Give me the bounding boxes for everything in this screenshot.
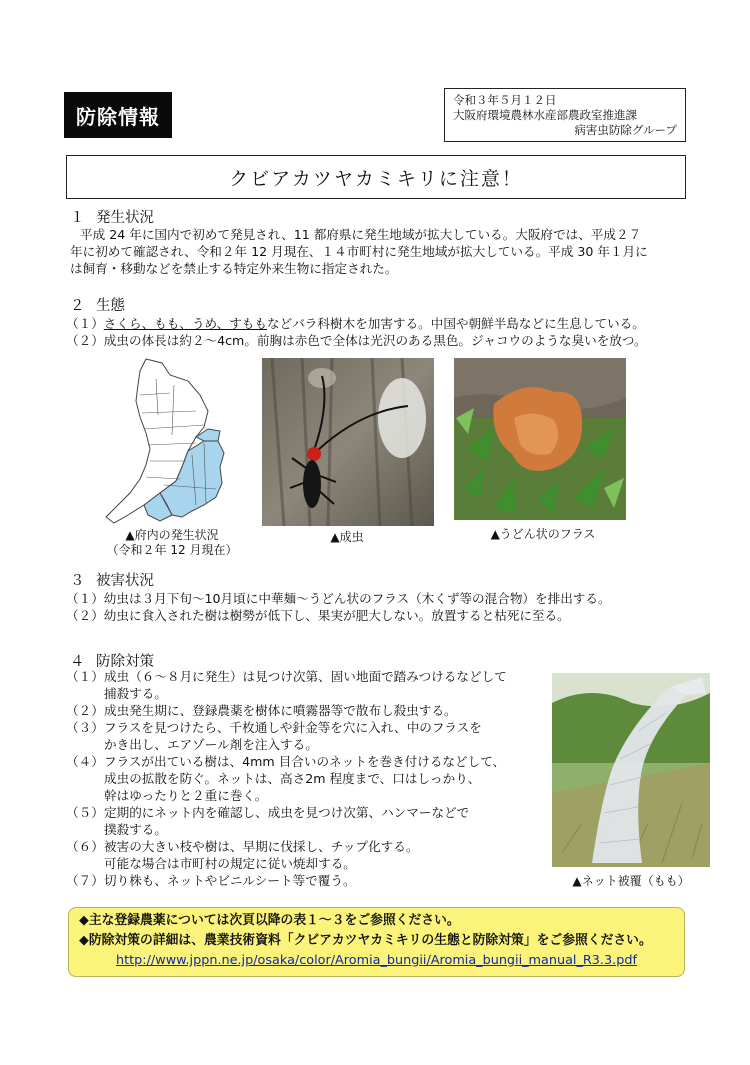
item-line: 成虫発生期に、登録農薬を樹体に噴霧器等で散布し殺虫する。: [104, 703, 457, 718]
item-line: 成虫（６～８月に発生）は見つけ次第、固い地面で踏みつけるなどして: [104, 669, 507, 684]
item-line: 定期的にネット内を確認し、成虫を見つけ次第、ハンマーなどで: [104, 805, 470, 820]
countermeasures-list: [66, 668, 574, 889]
list-item: [66, 804, 574, 838]
section-3-body: [66, 590, 696, 624]
line-rest: などバラ科樹木を加害する。中国や朝鮮半島などに生息している。: [267, 316, 645, 331]
manual-url-link[interactable]: http://www.jppn.ne.jp/osaka/color/Aromia_bungii/Aromia_bungii_manual_R3.3.pdf: [116, 953, 637, 968]
notice-line-2: ◆防除対策の詳細は、農業技術資料「クビアカツヤカミキリの生態と防除対策」をご参照ください。: [79, 933, 652, 948]
section-3-number: ３: [70, 573, 85, 589]
info-label: 防除情報: [64, 92, 172, 138]
map-caption-line-2: （令和２年 12 月現在）: [106, 543, 238, 557]
map-caption-line-1: ▲府内の発生状況: [125, 528, 219, 542]
section-3-title: 被害状況: [96, 573, 154, 589]
item-number: （１）: [66, 669, 104, 684]
section-3-heading: [70, 569, 154, 590]
map-caption: [92, 528, 252, 558]
issuer-box: [444, 88, 686, 142]
notice-line-1: ◆主な登録農薬については次頁以降の表１～３をご参照ください。: [79, 913, 460, 928]
list-item: [66, 838, 574, 872]
list-item: [66, 668, 574, 702]
section-1-line: 平成 24 年に国内で初めて発見され、11 都府県に発生地域が拡大している。大阪府では、平成２７: [80, 227, 642, 242]
section-1-line: は飼育・移動などを禁止する特定外来生物に指定された。: [70, 261, 398, 276]
list-item: [66, 702, 574, 719]
section-1-body: [70, 226, 690, 277]
item-number: （４）: [66, 754, 104, 769]
adult-beetle-photo: [262, 358, 434, 526]
adult-caption: ▲成虫: [330, 530, 364, 544]
item-number: （５）: [66, 805, 104, 820]
issue-date: 令和３年５月１２日: [453, 93, 557, 107]
section-2-line-2: （２）成虫の体長は約２～4cm。前胸は赤色で全体は光沢のある黒色。ジャコウのような臭いを放つ。: [66, 333, 647, 348]
item-line: 撲殺する。: [104, 822, 167, 837]
page-title: クビアカツヤカミキリに注意！: [66, 155, 686, 199]
section-2-number: ２: [70, 298, 85, 314]
notice-box: [68, 907, 685, 977]
list-item: [66, 753, 574, 804]
item-line: 幹はゆったりと２重に巻く。: [104, 788, 268, 803]
item-line: 捕殺する。: [104, 686, 167, 701]
section-3-line: （２）幼虫に食入された樹は樹勢が低下し、果実が肥大しない。放置すると枯死に至る。: [66, 608, 570, 623]
net-photo-caption: ▲ネット被覆（もも）: [572, 874, 690, 888]
frass-photo: [454, 358, 626, 520]
item-line: かき出し、エアゾール剤を注入する。: [104, 737, 318, 752]
item-number: （２）: [66, 703, 104, 718]
frass-caption: ▲うどん状のフラス: [490, 527, 596, 541]
item-number: （３）: [66, 720, 104, 735]
item-line: 成虫の拡散を防ぐ。ネットは、高さ2m 程度まで、口はしっかり、: [104, 771, 481, 786]
net-covered-tree-photo: [552, 673, 710, 867]
item-line: フラスが出ている樹は、4mm 目合いのネットを巻き付けるなどして、: [104, 754, 506, 769]
section-1-title: 発生状況: [96, 210, 154, 226]
section-2-line-1: [66, 315, 696, 332]
list-item: [66, 872, 574, 889]
item-line: 切り株も、ネットやビニルシート等で覆う。: [104, 873, 356, 888]
issuer-group: 病害虫防除グループ: [574, 123, 677, 137]
item-line: フラスを見つけたら、千枚通しや針金等を穴に入れ、中のフラスを: [104, 720, 482, 735]
line-prefix: （１）: [66, 316, 104, 331]
section-3-line: （１）幼虫は３月下旬～10月頃に中華麺～うどん状のフラス（木くず等の混合物）を排出する。: [66, 591, 611, 606]
section-4-number: ４: [70, 654, 85, 670]
host-trees-underlined: さくら、もも、うめ、すもも: [103, 316, 267, 331]
list-item: [66, 719, 574, 753]
item-number: （７）: [66, 873, 104, 888]
section-4-title: 防除対策: [96, 654, 154, 670]
item-line: 被害の大きい枝や樹は、早期に伐採し、チップ化する。: [104, 839, 419, 854]
section-2-body: [66, 315, 696, 349]
item-number: （６）: [66, 839, 104, 854]
section-1-line: 年に初めて確認され、令和２年 12 月現在、１４市町村に発生地域が拡大している。平成 30 年１月に: [70, 244, 648, 259]
section-2-heading: [70, 294, 125, 315]
section-2-title: 生態: [96, 298, 125, 314]
osaka-map: [100, 355, 248, 527]
item-line: 可能な場合は市町村の規定に従い焼却する。: [104, 856, 356, 871]
section-1-heading: [70, 206, 154, 227]
issuer-dept: 大阪府環境農林水産部農政室推進課: [453, 108, 637, 122]
section-1-number: １: [70, 210, 85, 226]
